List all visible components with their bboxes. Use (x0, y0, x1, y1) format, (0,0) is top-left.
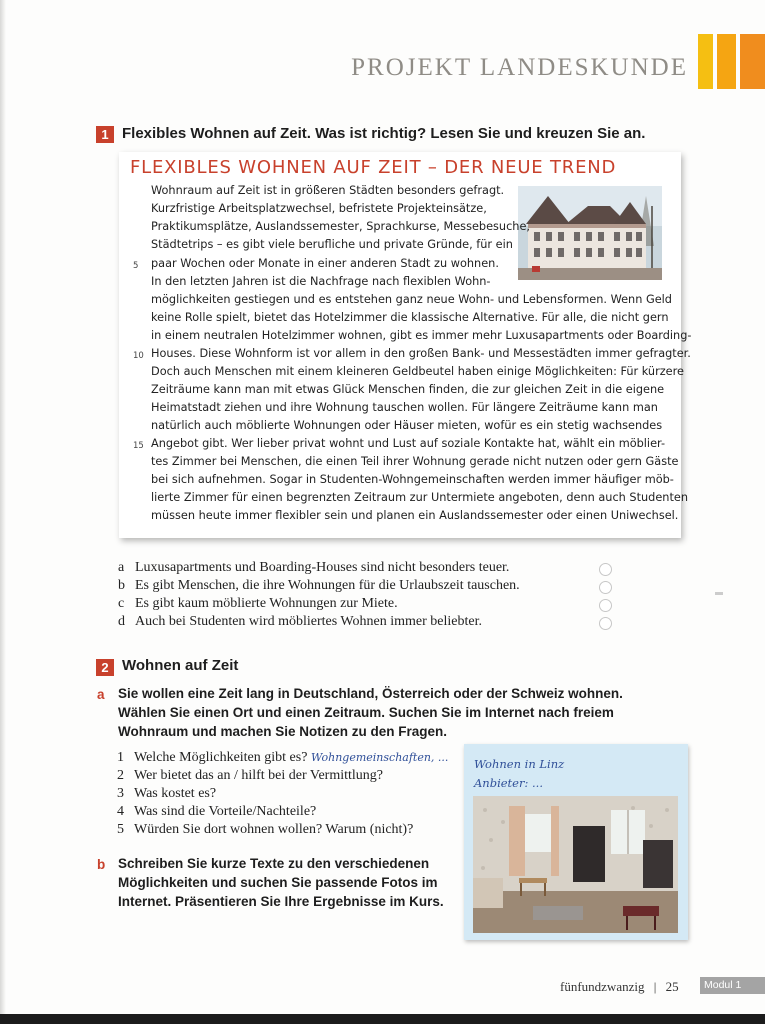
room-photo (473, 796, 678, 933)
footer-separator: | (653, 979, 657, 994)
note-card-title: Wohnen in Linz (474, 757, 565, 771)
article-line: In den letzten Jahren ist die Nachfrage nach flexiblen Wohn- (151, 275, 491, 288)
page-gutter-shade (0, 0, 6, 1024)
article-line: tes Zimmer bei Menschen, die einen Teil ihrer Wohnung gerade nicht nutzen oder gern Gäste (151, 455, 679, 468)
page-header-title: PROJEKT LANDESKUNDE (351, 54, 688, 81)
article-line: in einem neutralen Hotelzimmer wohnen, gibt es immer mehr Luxusapartments oder Boarding- (151, 329, 692, 342)
statement-letter: b (118, 578, 125, 593)
answer-checkbox[interactable] (599, 563, 612, 576)
statement-letter: c (118, 596, 125, 611)
statement-text: Es gibt kaum möblierte Wohnungen zur Miete. (135, 596, 398, 611)
article-line: Heimatstadt ziehen und ihre Wohnung tauschen wollen. Für längere Zeiträume kann man (151, 401, 658, 414)
article-line: Zeiträume kann man mit etwas Glück Menschen finden, die zur gleichen Zeit in die eigene (151, 383, 665, 396)
question-text: Was kostet es? (134, 786, 217, 801)
task-instruction: Sie wollen eine Zeit lang in Deutschland, Österreich oder der Schweiz wohnen. (118, 686, 623, 701)
page-number-word: fünfundzwanzig (560, 979, 645, 994)
task-letter: a (97, 687, 105, 702)
section-number-badge: 2 (96, 659, 114, 676)
task-instruction: Wohnraum und machen Sie Notizen zu den Fragen. (118, 724, 448, 739)
task-instruction: Schreiben Sie kurze Texte zu den verschiedenen (118, 856, 430, 871)
task-letter: b (97, 857, 106, 872)
line-number: 5 (133, 261, 139, 271)
question-text (134, 750, 448, 766)
handwritten-note: Wohngemeinschaften, ... (310, 751, 449, 764)
page-footer (560, 979, 679, 995)
article-line: Doch auch Menschen mit einem kleineren Geldbeutel haben einige Möglichkeiten: Für kürzere (151, 365, 684, 378)
section-title: Flexibles Wohnen auf Zeit. Was ist richtig? Lesen Sie und kreuzen Sie an. (122, 125, 646, 142)
statement-text: Es gibt Menschen, die ihre Wohnungen für die Urlaubszeit tauschen. (135, 578, 520, 593)
answer-checkbox[interactable] (599, 581, 612, 594)
line-number: 15 (133, 441, 144, 451)
article-line: lierte Zimmer für einen begrenzten Zeitraum zur Untermiete angeboten, denn auch Studenten (151, 491, 688, 504)
article-line: Houses. Diese Wohnform ist vor allem in den großen Bank- und Messestädten immer gefragter. (151, 347, 691, 360)
statement-text: Luxusapartments und Boarding-Houses sind nicht besonders teuer. (135, 560, 510, 575)
article-line: Angebot gibt. Wer lieber privat wohnt und Lust auf soziale Kontakte hat, wählt ein möblier- (151, 437, 666, 450)
note-card-line: Anbieter: ... (474, 776, 543, 790)
task-instruction: Wählen Sie einen Ort und einen Zeitraum. Suchen Sie im Internet nach freiem (118, 705, 614, 720)
house-photo (518, 186, 662, 280)
module-badge: Modul 1 (700, 977, 765, 994)
question-text: Was sind die Vorteile/Nachteile? (134, 804, 317, 819)
article-line: Praktikumsplätze, Auslandssemester, Sprachkurse, Messebesuche, (151, 220, 530, 233)
header-accent-bar (698, 34, 713, 89)
answer-checkbox[interactable] (599, 617, 612, 630)
page-bottom-edge (0, 1014, 765, 1024)
header-accent-bar (717, 34, 736, 89)
question-label: Welche Möglichkeiten gibt es? (134, 750, 308, 765)
section-number-badge: 1 (96, 126, 114, 143)
question-number: 5 (117, 822, 124, 837)
question-text: Würden Sie dort wohnen wollen? Warum (nicht)? (134, 822, 414, 837)
article-line: paar Wochen oder Monate in einer anderen Stadt zu wohnen. (151, 257, 499, 270)
statement-text: Auch bei Studenten wird möbliertes Wohnen immer beliebter. (135, 614, 482, 629)
question-text: Wer bietet das an / hilft bei der Vermittlung? (134, 768, 383, 783)
article-title: FLEXIBLES WOHNEN AUF ZEIT – DER NEUE TREND (130, 157, 617, 178)
article-line: natürlich auch möblierte Wohnungen oder Häuser mieten, wofür es ein stetig wachsendes (151, 419, 663, 432)
article-line: Städtetrips – es gibt viele berufliche und private Gründe, für ein (151, 238, 513, 251)
header-accent-bar (740, 34, 765, 89)
article-line: bei sich aufnehmen. Sogar in Studenten-Wohngemeinschaften werden immer häufiger möb- (151, 473, 674, 486)
article-line: müssen heute immer flexibler sein und planen ein Auslandssemester oder einen Uniwechsel. (151, 509, 679, 522)
article-line: keine Rolle spielt, bietet das Hotelzimmer die klassische Alternative. Für alle, die nicht gern (151, 311, 669, 324)
task-instruction: Möglichkeiten und suchen Sie passende Fotos im (118, 875, 438, 890)
article-line: möglichkeiten gestiegen und es entstehen ganz neue Wohn- und Lebensformen. Wenn Geld (151, 293, 672, 306)
margin-mark (715, 592, 723, 595)
question-number: 3 (117, 786, 124, 801)
question-number: 4 (117, 804, 124, 819)
article-line: Wohnraum auf Zeit ist in größeren Städten besonders gefragt. (151, 184, 505, 197)
line-number: 10 (133, 351, 144, 361)
question-number: 2 (117, 768, 124, 783)
section-title: Wohnen auf Zeit (122, 657, 239, 674)
statement-letter: d (118, 614, 125, 629)
question-number: 1 (117, 750, 124, 765)
answer-checkbox[interactable] (599, 599, 612, 612)
house-photo-image (518, 186, 662, 280)
article-line: Kurzfristige Arbeitsplatzwechsel, befristete Projekteinsätze, (151, 202, 487, 215)
room-photo-image (473, 796, 678, 933)
statement-letter: a (118, 560, 125, 575)
task-instruction: Internet. Präsentieren Sie Ihre Ergebnisse im Kurs. (118, 894, 444, 909)
page-number: 25 (665, 979, 679, 994)
